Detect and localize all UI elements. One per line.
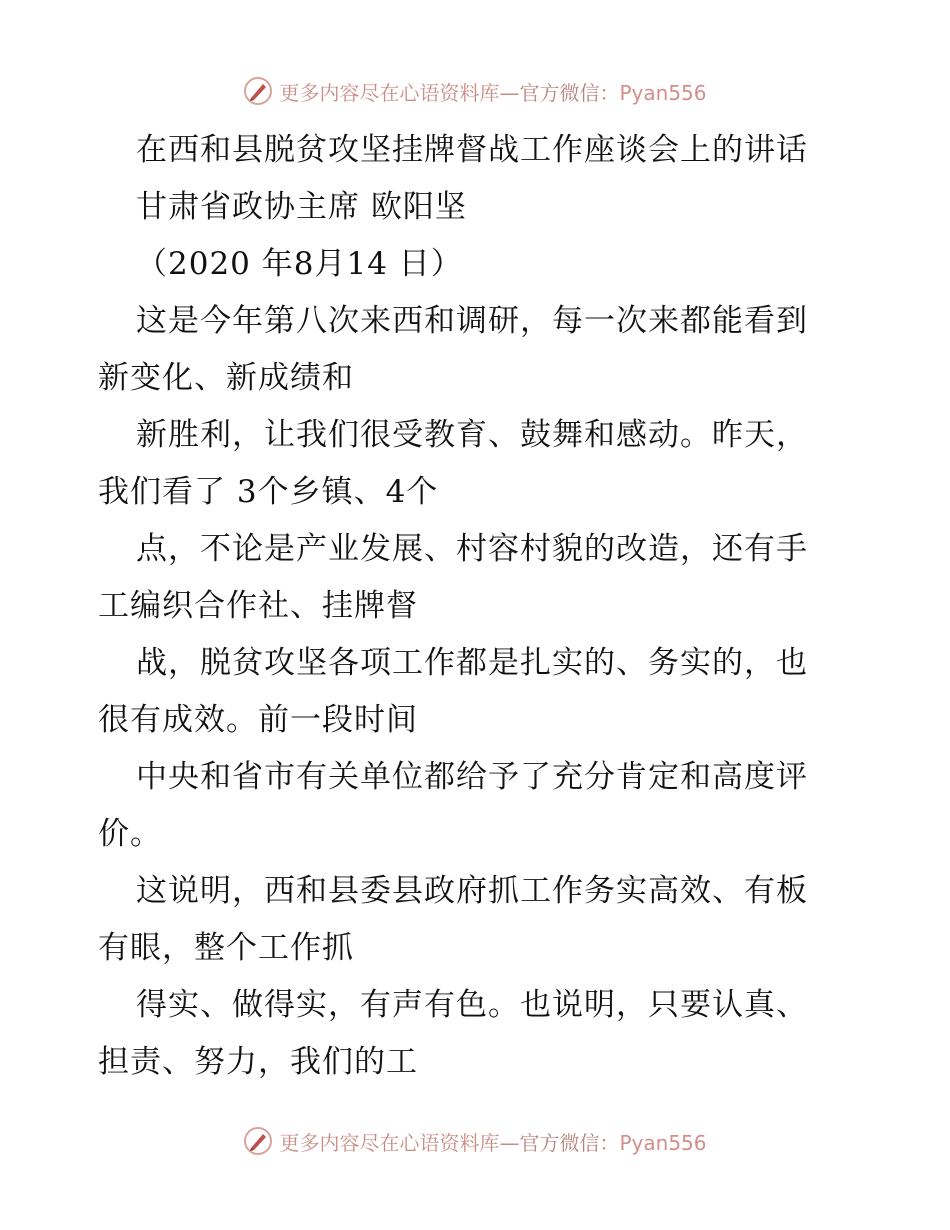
paragraph-line: 新胜利，让我们很受教育、鼓舞和感动。昨天， [136,417,808,453]
footer-banner-wechat-id: Pyan556 [619,1130,707,1155]
header-banner [0,74,950,108]
footer-banner-separator: — [499,1130,520,1155]
header-banner-wechat-id: Pyan556 [619,80,707,105]
paragraph-line: 很有成效。前一段时间 [98,702,418,738]
footer-banner-main: 更多内容尽在心语资料库 [279,1130,500,1155]
document-date: （2020 年8月14 日） [136,246,463,282]
header-banner-text [279,77,706,106]
paragraph-line: 我们看了 3个乡镇、4个 [98,474,439,510]
footer-banner-wechat-label: 官方微信： [519,1130,620,1155]
header-banner-wechat-label: 官方微信： [519,80,620,105]
paragraph-line: 点，不论是产业发展、村容村貌的改造，还有手 [136,531,808,567]
paragraph-line: 得实、做得实，有声有色。也说明，只要认真、 [136,987,808,1023]
header-banner-separator: — [499,80,520,105]
document-title: 在西和县脱贫攻坚挂牌督战工作座谈会上的讲话 [136,132,808,168]
document-author: 甘肃省政协主席 欧阳坚 [136,189,467,225]
paragraph-line: 战，脱贫攻坚各项工作都是扎实的、务实的，也 [136,645,808,681]
paragraph-line: 工编织合作社、挂牌督 [98,588,418,624]
paragraph-line: 新变化、新成绩和 [98,360,354,396]
paragraph-line: 有眼，整个工作抓 [98,930,354,966]
paragraph-line: 这说明，西和县委县政府抓工作务实高效、有板 [136,873,808,909]
footer-banner [0,1124,950,1158]
pen-logo-icon [243,76,273,106]
paragraph-line: 中央和省市有关单位都给予了充分肯定和高度评 [136,759,808,795]
document-body [98,122,858,1091]
paragraph-line: 价。 [98,816,162,852]
paragraph-line: 担责、努力，我们的工 [98,1044,418,1080]
pen-logo-icon [243,1126,273,1156]
paragraph-line: 这是今年第八次来西和调研，每一次来都能看到 [136,303,808,339]
footer-banner-text [279,1127,706,1156]
header-banner-main: 更多内容尽在心语资料库 [279,80,500,105]
